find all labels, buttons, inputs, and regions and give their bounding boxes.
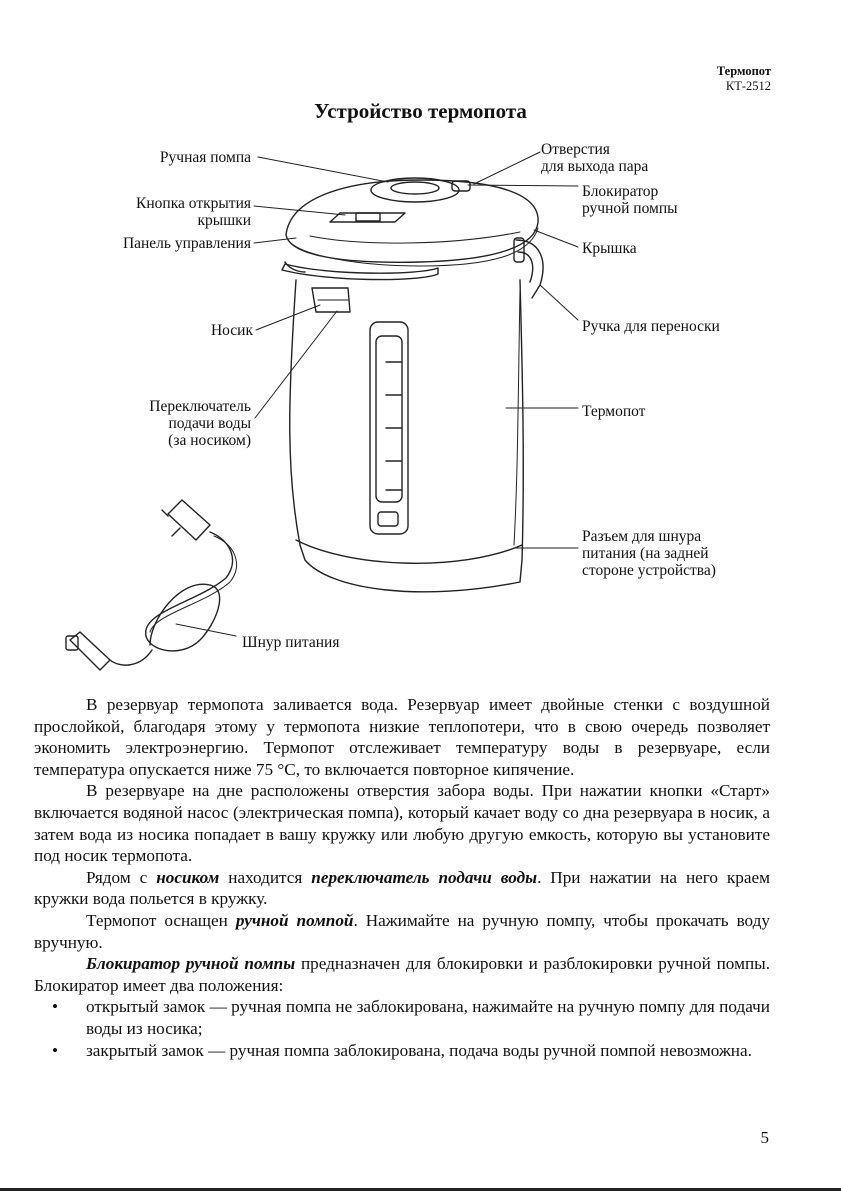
p3-text-c: находится <box>219 867 312 887</box>
p5-text-b: предназначен для блокировки и разблокировки ручной помпы. Блокиратор имеет два положения: <box>34 954 770 995</box>
paragraph-4 <box>34 910 770 953</box>
p4-text-a: Термопот оснащен <box>86 910 236 930</box>
label-steam-vents-line2: для выхода пара <box>541 158 649 175</box>
label-thermopot: Термопот <box>582 403 646 420</box>
p3-text-e: . При нажатии на него краем кружки вода польется в кружку. <box>34 867 771 909</box>
paragraph-1: В резервуар термопота заливается вода. Резервуар имеет двойные стенки с воздушной прослойкой, благодаря этому у термопота низкие теплопотери, что в свою очередь позволяет экономить электроэнергию. Термопот отслеживает температуру воды в резервуаре, если температура опускается ниже 75 °С, то включается повторное кипячение. <box>34 695 770 779</box>
thermopot-rim <box>282 262 438 280</box>
p3-text-a: Рядом с <box>86 867 157 887</box>
page-number: 5 <box>760 1128 769 1147</box>
label-power-socket-line3: стороне устройства) <box>582 562 716 579</box>
label-lid: Крышка <box>582 240 637 257</box>
label-pump-lock <box>582 183 678 217</box>
p3-term-switch: переключатель подачи воды <box>311 867 538 887</box>
p3-term-spout: носиком <box>156 867 220 887</box>
label-pump-lock-line1: Блокиратор <box>582 183 659 200</box>
label-handle: Ручка для переноски <box>582 318 720 335</box>
header-model: КТ-2512 <box>725 79 771 93</box>
label-power-socket-line2: питания (на задней <box>582 545 709 562</box>
label-manual-pump: Ручная помпа <box>159 149 251 166</box>
spout <box>312 288 350 312</box>
bottom-border <box>0 1188 841 1191</box>
label-steam-vents <box>541 141 648 175</box>
list-item: • закрытый замок — ручная помпа заблокирована, подача воды ручной помпой невозможна. <box>34 1040 770 1062</box>
label-lid-button-line2: крышки <box>197 212 251 229</box>
label-spout: Носик <box>210 322 253 339</box>
paragraph-3 <box>34 867 770 910</box>
p4-text-c: . Нажимайте на ручную помпу, чтобы прокачать воду вручную. <box>34 910 770 952</box>
power-cord <box>66 500 237 670</box>
page-title: Устройство термопота <box>314 99 527 123</box>
lid <box>286 178 538 266</box>
p4-term-pump: ручной помпой <box>235 910 354 930</box>
label-water-switch <box>149 398 251 449</box>
label-water-switch-line3: (за носиком) <box>168 432 251 449</box>
label-water-switch-line2: подачи воды <box>168 415 251 432</box>
paragraph-2: В резервуаре на дне расположены отверстия забора воды. При нажатии кнопки «Старт» включается водяной насос (электрическая помпа), который качает воду со дна резервуара в носик, а затем вода из носика попадает в вашу кружку или любую другую емкость, которую вы установите под носик термопота. <box>34 781 770 866</box>
water-gauge <box>370 322 408 534</box>
list-item: • открытый замок — ручная помпа не заблокирована, нажимайте на ручную помпу для подачи воды из носика; <box>34 996 770 1039</box>
paragraph-5 <box>34 953 770 996</box>
label-power-socket <box>582 528 716 579</box>
label-pump-lock-line2: ручной помпы <box>582 200 678 217</box>
label-steam-vents-line1: Отверстия <box>541 141 610 158</box>
label-lid-button-line1: Кнопка открытия <box>136 195 251 212</box>
carry-handle <box>514 238 543 298</box>
label-control-panel: Панель управления <box>122 235 251 252</box>
p5-term-lock: Блокиратор ручной помпы <box>86 954 296 974</box>
lock-positions-list <box>34 996 770 1061</box>
label-power-cord: Шнур питания <box>242 634 340 651</box>
label-power-socket-line1: Разъем для шнура <box>582 528 702 545</box>
label-lid-button <box>136 195 251 229</box>
header-product: Термопот <box>716 64 771 78</box>
description-text <box>34 694 770 1061</box>
label-water-switch-line1: Переключатель <box>149 398 251 415</box>
